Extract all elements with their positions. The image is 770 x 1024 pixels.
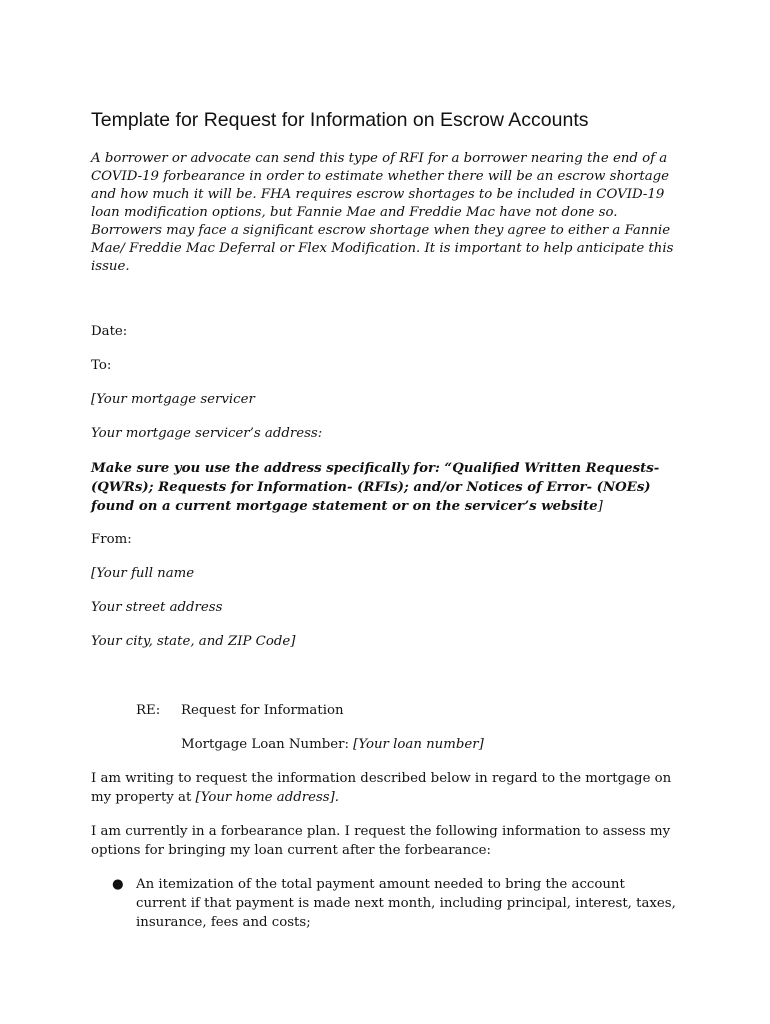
city-state-zip-placeholder: Your city, state, and ZIP Code]: [91, 634, 296, 649]
servicer-placeholder: [Your mortgage servicer: [91, 392, 255, 407]
loan-number-placeholder: [Your loan number]: [353, 737, 484, 752]
loan-number-line: [181, 736, 484, 754]
paragraph-forbearance: I am currently in a forbearance plan. I request the following information to assess my options for bringing my loan current after the forbearance:: [91, 824, 671, 858]
from-label: From:: [91, 532, 132, 547]
re-subject: Request for Information: [181, 703, 344, 718]
address-warning: [91, 459, 671, 516]
paragraph-intro-text: I am writing to request the information described below in regard to the mortgage on my property at: [91, 771, 672, 805]
document-title: Template for Request for Information on Escrow Accounts: [91, 109, 589, 131]
list-item-text: An itemization of the total payment amount needed to bring the account current if that payment is made next month, including principal, interest, taxes, insurance, fees and costs;: [136, 877, 676, 930]
street-address-placeholder: Your street address: [91, 600, 223, 615]
re-label: RE:: [136, 703, 161, 718]
to-label: To:: [91, 358, 112, 373]
intro-paragraph: A borrower or advocate can send this type of RFI for a borrower nearing the end of a COVID-19 forbearance in order to estimate whether there will be an escrow shortage and how much it will be. FHA requires escrow shortages to be included in COVID-19 loan modification options, but Fannie Mae and Freddie Mac have not done so. Borrowers may face a significant escrow shortage when they agree to either a Fannie Mae/ Freddie Mac Deferral or Flex Modification. It is important to help anticipate this issue.: [91, 151, 674, 274]
bullet-icon: ●: [112, 877, 124, 892]
paragraph-intro-request: [91, 769, 681, 807]
full-name-placeholder: [Your full name: [91, 566, 195, 581]
servicer-address-placeholder: Your mortgage servicer’s address:: [91, 426, 323, 441]
date-label: Date:: [91, 324, 128, 339]
loan-number-label: Mortgage Loan Number:: [181, 737, 354, 752]
address-warning-close: ]: [597, 499, 603, 514]
address-warning-bold: Make sure you use the address specifically for: “Qualified Written Requests- (QWRs); Requests for Information- (RFIs); and/or Notices of Error- (NOEs) found on a current mortgage statement or on the servicer’s website: [91, 461, 660, 514]
home-address-placeholder: [Your home address].: [195, 790, 340, 805]
